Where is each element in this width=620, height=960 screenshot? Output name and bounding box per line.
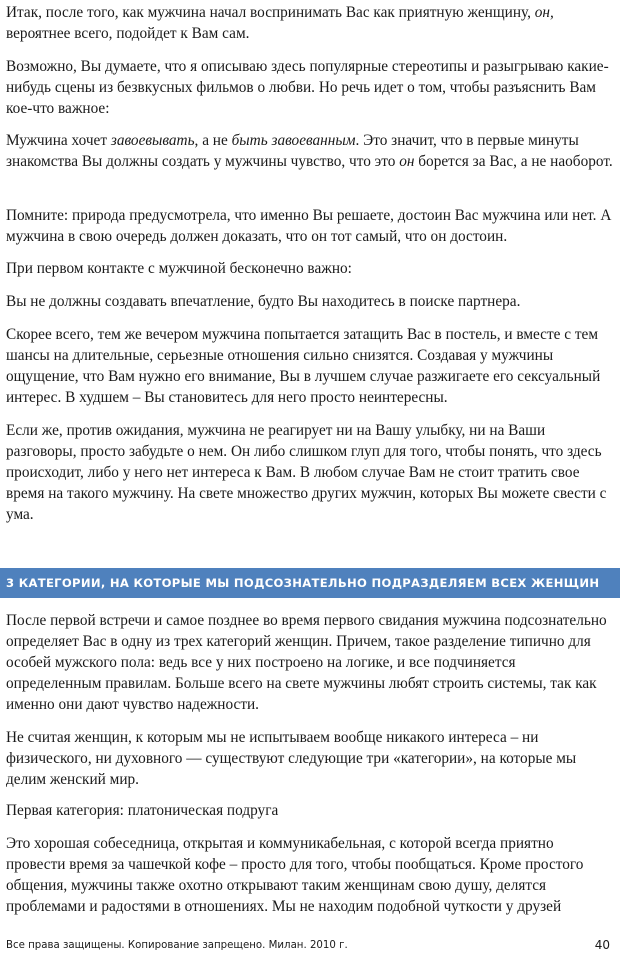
- paragraph-5: При первом контакте с мужчиной бесконечно важно:: [6, 260, 352, 277]
- paragraph-2: Возможно, Вы думаете, что я описываю здесь популярные стереотипы и разыгрываю какие-нибудь сцены из безвкусных фильмов о любви. Но речь идет о том, чтобы разъяснить Вам кое-что важное:: [6, 58, 609, 117]
- paragraph-3-emphasis-b: завоевывать: [110, 132, 195, 149]
- paragraph-11: Первая категория: платоническая подруга: [6, 802, 279, 819]
- section-heading: 3 КАТЕГОРИИ, НА КОТОРЫЕ МЫ ПОДСОЗНАТЕЛЬНО ПОДРАЗДЕЛЯЕМ ВСЕХ ЖЕНЩИН: [0, 568, 620, 598]
- paragraph-1-text-end: вероятнее всего, подойдет к Вам сам.: [6, 25, 250, 42]
- paragraph-4: Помните: природа предусмотрела, что именно Вы решаете, достоин Вас мужчина или нет. А мужчина в свою очередь должен доказать, что он тот самый, что он достоин.: [6, 207, 612, 245]
- paragraph-3-emphasis-f: он: [399, 153, 415, 170]
- page-number: 40: [594, 938, 610, 952]
- footer-copyright: Все права защищены. Копирование запрещено. Милан. 2010 г.: [6, 940, 348, 951]
- paragraph-3: [6, 130, 614, 172]
- paragraph-12: Это хорошая собеседница, открытая и коммуникабельная, с которой всегда приятно провести время за чашечкой кофе – просто для того, чтобы пообщаться. Кроме простого общения, мужчины также охотно открывают таким женщинам свою душу, делятся проблемами и радостями в отношениях. Мы не находим подобной чуткости у друзей: [6, 835, 584, 915]
- paragraph-10: Не считая женщин, к которым мы не испытываем вообще никакого интереса – ни физического, ни духовного — существуют следующие три «категории», на которые мы делим женский мир.: [6, 729, 577, 788]
- paragraph-3-emphasis-d: быть завоеванным: [231, 132, 356, 149]
- paragraph-3-text-a: Мужчина хочет: [6, 132, 111, 149]
- paragraph-1: [6, 2, 614, 44]
- paragraph-3-text-e: . Это значит, что в первые минуты знакомства Вы должны создать у мужчины чувство, что это: [6, 132, 579, 170]
- paragraph-6: Вы не должны создавать впечатление, будто Вы находитесь в поиске партнера.: [6, 293, 521, 310]
- paragraph-3-text-c: , а не: [194, 132, 232, 149]
- paragraph-1-emphasis: он,: [534, 4, 554, 21]
- paragraph-9: После первой встречи и самое позднее во время первого свидания мужчина подсознательно определяет Вас в одну из трех категорий женщин. Причем, такое разделение типично для особей мужского пола: ведь все у них построено на логике, и все подчиняется определенным правилам. Больше всего на свете мужчины любят строить системы, так как именно они дают чувство надежности.: [6, 612, 607, 713]
- paragraph-1-text: Итак, после того, как мужчина начал воспринимать Вас как приятную женщину,: [6, 4, 535, 21]
- paragraph-7: Скорее всего, тем же вечером мужчина попытается затащить Вас в постель, и вместе с тем шансы на длительные, серьезные отношения сильно снизятся. Создавая у мужчины ощущение, что Вам нужно его внимание, Вы в лучшем случае разжигаете его сексуальный интерес. В худшем – Вы становитесь для него просто неинтересны.: [6, 326, 601, 406]
- paragraph-8: Если же, против ожидания, мужчина не реагирует ни на Вашу улыбку, ни на Ваши разговоры, просто забудьте о нем. Он либо слишком глуп для того, чтобы понять, что здесь происходит, либо у него нет интереса к Вам. В любом случае Вам не стоит тратить свое время на такого мужчину. На свете множество других мужчин, которых Вы можете свести с ума.: [6, 422, 607, 523]
- paragraph-3-text-g: борется за Вас, а не наоборот.: [414, 153, 613, 170]
